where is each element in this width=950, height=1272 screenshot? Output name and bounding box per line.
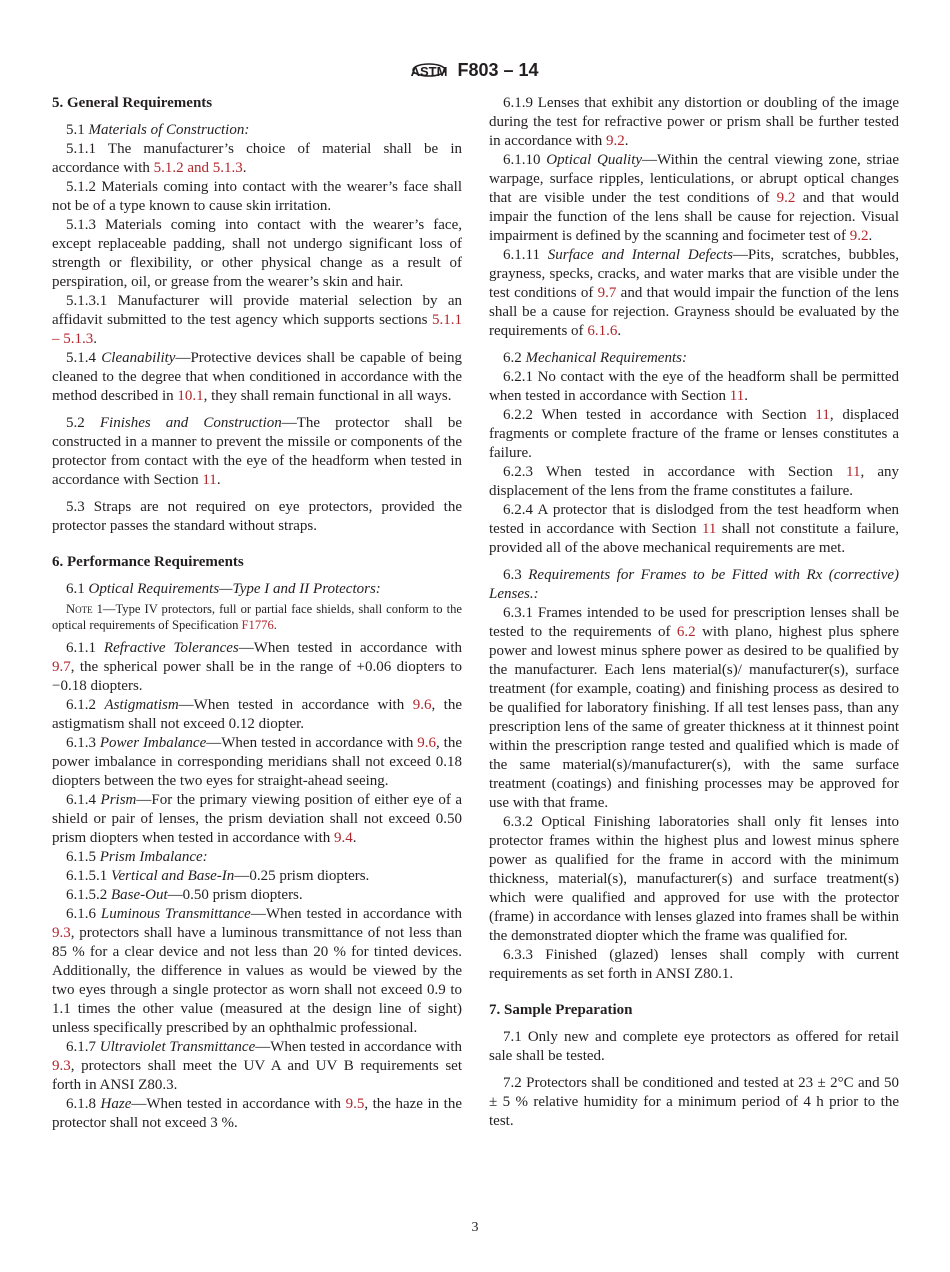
text: . [868, 228, 873, 244]
text: 6.1.1 [66, 640, 104, 656]
cross-reference-link[interactable]: 5.1.1 – 5.1.3 [52, 312, 462, 347]
astm-logo-icon [411, 56, 447, 84]
right-column [489, 94, 899, 1131]
text: 6.3.3 Finished (glazed) lenses shall comply with current requirements as set forth in ANSI Z80.1. [489, 947, 899, 982]
paragraph [489, 368, 899, 406]
text: , they shall remain functional in all ways. [203, 388, 452, 404]
text: —0.25 prism diopters. [234, 868, 370, 884]
text: 7.1 Only new and complete eye protectors as offered for retail sale shall be tested. [489, 1029, 899, 1064]
paragraph [52, 1095, 462, 1133]
text: —Protective devices shall be capable of being cleaned to the degree that when conditioned in accordance with the method described in [52, 350, 462, 404]
text: and that would impair the function of the lens shall be a cause for rejection. Grayness should be evaluated by the requirements of [489, 285, 899, 339]
italic-term: Surface and Internal Defects [547, 247, 733, 263]
text: 6. Performance Requirements [52, 554, 244, 570]
text: . [352, 830, 357, 846]
paragraph [489, 566, 899, 604]
text: . [93, 331, 97, 347]
italic-term: Haze [100, 1096, 132, 1112]
italic-term: Prism [100, 792, 137, 808]
paragraph [489, 813, 899, 946]
paragraph [489, 604, 899, 813]
paragraph [52, 121, 462, 140]
text: 6.1.8 [66, 1096, 101, 1112]
paragraph [52, 734, 462, 791]
paragraph [489, 946, 899, 984]
cross-reference-link[interactable]: 9.2 [776, 190, 796, 206]
cross-reference-link[interactable]: 9.5 [345, 1096, 365, 1112]
text: —For the primary viewing position of either eye of a shield or pair of lenses, the prism deviation shall not exceed 0.50 prism diopters when tested in accordance with [52, 792, 463, 846]
cross-reference-link[interactable]: 10.1 [177, 388, 204, 404]
cross-reference-link[interactable]: 9.4 [334, 830, 353, 846]
paragraph [52, 178, 462, 216]
paragraph [52, 292, 462, 349]
text: —When tested in accordance with [206, 735, 418, 751]
text: , protectors shall have a luminous transmittance of not less than 85 % for a clear device and not less than 20 % for tinted devices. Additionally, the difference in values as would be viewed by the two eyes through a single protector as worn shall not exceed 0.9 to 1.1 times the other value (measured at the design line of sight) unless specifically prescribed by an ophthalmic professional. [52, 925, 462, 1036]
paragraph [52, 414, 462, 490]
text: 6.1.7 [66, 1039, 100, 1055]
text: 6.3.1 Frames intended to be used for prescription lenses shall be tested to the requirements of [489, 605, 899, 640]
note-paragraph [52, 601, 462, 633]
text: 6.2.4 A protector that is dislodged from the test headform when tested in accordance with Section [489, 502, 899, 537]
text: . [624, 133, 629, 149]
text: —When tested in accordance with [255, 1039, 462, 1055]
text: 6.1.3 [66, 735, 100, 751]
text: —Pits, scratches, bubbles, grayness, specks, cracks, and water marks that are visible under the test conditions of [489, 247, 899, 301]
paragraph [489, 94, 899, 151]
cross-reference-link[interactable]: 9.3 [52, 925, 71, 941]
italic-term: Prism Imbalance: [99, 849, 208, 865]
text: 5.1.3 Materials coming into contact with the wearer’s face, except replaceable padding, shall not undergo significant loss of strength or flexibility, or other physical change as a result of perspiration, oil, or grease from the wearer’s skin and hair. [52, 217, 462, 290]
text: 7.2 Protectors shall be conditioned and tested at 23 ± 2°C and 50 ± 5 % relative humidity for a minimum period of 4 h prior to the test. [489, 1075, 899, 1129]
cross-reference-link[interactable]: 5.1.2 and 5.1.3 [153, 160, 243, 176]
text: 6.2.3 When tested in accordance with Section [503, 464, 847, 480]
paragraph [489, 406, 899, 463]
text: 6.1.4 [66, 792, 101, 808]
text: 5.1 [66, 122, 89, 138]
italic-term: Optical Requirements—Type I and II Protectors: [88, 581, 381, 597]
paragraph [52, 580, 462, 599]
cross-reference-link[interactable]: 11 [202, 472, 217, 488]
text: —The protector shall be constructed in a manner to prevent the missile or components of the protector from contact with the eye of the headform when tested in accordance with Section [52, 415, 463, 488]
text: —Within the central viewing zone, striae warpage, surface ripples, lenticulations, or abrupt optical changes that are visible under the test conditions of [489, 152, 899, 206]
cross-reference-link[interactable]: 11 [701, 521, 717, 537]
italic-term: Refractive Tolerances [103, 640, 239, 656]
paragraph [52, 140, 462, 178]
paragraph [52, 791, 462, 848]
text: 6.1 [66, 581, 89, 597]
text: —When tested in accordance with [178, 697, 413, 713]
text: 5.1.1 The manufacturer’s choice of material shall be in accordance with [52, 141, 462, 176]
italic-term: Luminous Transmittance [100, 906, 251, 922]
text: 6.2.1 No contact with the eye of the headform shall be permitted when tested in accordance with Section [489, 369, 899, 404]
page-header [0, 56, 950, 84]
italic-term: Optical Quality [546, 152, 643, 168]
text: —0.50 prism diopters. [167, 887, 303, 903]
text: 6.1.11 [503, 247, 548, 263]
cross-reference-link[interactable]: 9.7 [597, 285, 617, 301]
italic-term: Finishes and Construction [99, 415, 282, 431]
page-number: 3 [471, 1220, 479, 1235]
left-column [52, 94, 462, 1133]
text: . [617, 323, 622, 339]
svg-text:ASTM: ASTM [411, 64, 448, 79]
paragraph [489, 349, 899, 368]
cross-reference-link[interactable]: 9.7 [52, 659, 71, 675]
text: 6.1.9 Lenses that exhibit any distortion or doubling of the image during the test for refractive power or prism shall be further tested in accordance with [489, 95, 899, 149]
text: . [744, 388, 748, 404]
italic-term: Power Imbalance [99, 735, 207, 751]
text: —When tested in accordance with [131, 1096, 346, 1112]
text: . [273, 618, 277, 632]
text: , the haze in the protector shall not exceed 3 %. [52, 1096, 462, 1131]
text: and that would impair the function of the lens shall be cause for rejection. Visual impairment is defined by the scanning and focimeter test of [489, 190, 899, 244]
paragraph [52, 848, 462, 867]
text: 5.1.3.1 Manufacturer will provide material selection by an affidavit submitted to the test agency which supports sections [52, 293, 462, 328]
paragraph [52, 639, 462, 696]
text: 6.1.5.2 [66, 887, 111, 903]
italic-term: Astigmatism [104, 697, 179, 713]
italic-term: Requirements for Frames to be Fitted with Rx (corrective) Lenses.: [489, 567, 900, 602]
note-label: Note [66, 602, 93, 616]
text: , any displacement of the lens from the frame constitutes a failure. [489, 464, 899, 499]
text: 6.2 [503, 350, 526, 366]
paragraph [489, 1074, 899, 1131]
cross-reference-link[interactable]: 9.2 [606, 133, 625, 149]
cross-reference-link[interactable]: 11 [729, 388, 745, 404]
paragraph [52, 696, 462, 734]
text: 7. Sample Preparation [489, 1002, 633, 1018]
text: 5.1.4 [66, 350, 102, 366]
paragraph [489, 501, 899, 558]
italic-term: Ultraviolet Transmittance [99, 1039, 256, 1055]
cross-reference-link[interactable]: 9.2 [849, 228, 869, 244]
text: . [242, 160, 247, 176]
paragraph [52, 905, 462, 1038]
italic-term: Vertical and Base-In [111, 868, 235, 884]
italic-term: Base-Out [111, 887, 168, 903]
paragraph [52, 216, 462, 292]
text: 6.1.10 [503, 152, 547, 168]
text: 6.1.2 [66, 697, 105, 713]
cross-reference-link[interactable]: 9.6 [417, 735, 437, 751]
cross-reference-link[interactable]: 9.3 [52, 1058, 71, 1074]
text: 5.1.2 Materials coming into contact with the wearer’s face shall not be of a type known to cause skin irritation. [52, 179, 462, 214]
section-heading [52, 553, 462, 572]
text: 1—Type IV protectors, full or partial face shields, shall conform to the optical requirements of Specification [52, 602, 462, 632]
text: 5. General Requirements [52, 95, 213, 111]
paragraph [489, 1028, 899, 1066]
text: 6.1.5.1 [66, 868, 111, 884]
paragraph [52, 1038, 462, 1095]
text: 5.2 [66, 415, 100, 431]
cross-reference-link[interactable]: 6.1.6 [587, 323, 618, 339]
text: , protectors shall meet the UV A and UV B requirements set forth in ANSI Z80.3. [52, 1058, 462, 1093]
section-heading [52, 94, 462, 113]
cross-reference-link[interactable]: 11 [846, 464, 861, 480]
text: with plano, highest plus sphere power and lowest minus sphere power as desired to be qualified by the manufacturer. Each lens material(s)/ manufacturer(s), surface treatment (for example, coating) and finishing process as desired to be qualified for laboratory finishing. If all test lenses pass, than any prescription lens of the same of greater thickness at it thinnest point within the prescription range tested and qualified which is made of the same material(s)/manufacturer(s), with the same surface treatment (coatings) and finishing processes may be approved for use with that frame. [489, 624, 899, 811]
text: 6.2.2 When tested in accordance with Section [503, 407, 816, 423]
paragraph [52, 867, 462, 886]
paragraph [489, 246, 899, 341]
text: , displaced fragments or complete fracture of the frame or lenses constitutes a failure. [489, 407, 899, 461]
text: 6.1.6 [66, 906, 101, 922]
paragraph [52, 349, 462, 406]
text: 6.3 [503, 567, 529, 583]
text: , the power imbalance in corresponding meridians shall not exceed 0.18 diopters between the two eyes for straight-ahead seeing. [52, 735, 462, 789]
paragraph [52, 498, 462, 536]
italic-term: Mechanical Requirements: [525, 350, 687, 366]
text: , the astigmatism shall not exceed 0.12 diopter. [52, 697, 462, 732]
cross-reference-link[interactable]: 6.2 [676, 624, 696, 640]
paragraph [52, 886, 462, 905]
text: , the spherical power shall be in the range of +0.06 diopters to −0.18 diopters. [52, 659, 462, 694]
text: shall not constitute a failure, provided all of the above mechanical requirements are met. [489, 521, 899, 556]
text: —When tested in accordance with [238, 640, 462, 656]
cross-reference-link[interactable]: F1776 [241, 618, 274, 632]
text: . [216, 472, 221, 488]
cross-reference-link[interactable]: 9.6 [412, 697, 432, 713]
text: —When tested in accordance with [250, 906, 462, 922]
document-designation: F803 – 14 [457, 59, 539, 80]
cross-reference-link[interactable]: 11 [815, 407, 830, 423]
text: 5.3 Straps are not required on eye protectors, provided the protector passes the standard without straps. [52, 499, 462, 534]
text: 6.1.5 [66, 849, 100, 865]
paragraph [489, 463, 899, 501]
italic-term: Materials of Construction: [88, 122, 250, 138]
section-heading [489, 1001, 899, 1020]
paragraph [489, 151, 899, 246]
italic-term: Cleanability [101, 350, 176, 366]
text: 6.3.2 Optical Finishing laboratories shall only fit lenses into protector frames within the highest plus and lowest minus sphere power as qualified for the frame in accord with the minimum thickness, material(s), manufacturer(s) and surface treatment(s) which were qualified and approved for use with the protector (frame) in accordance with lenses glazed into frames shall be within the demonstrated diopter which the frame was qualified for. [489, 814, 899, 944]
